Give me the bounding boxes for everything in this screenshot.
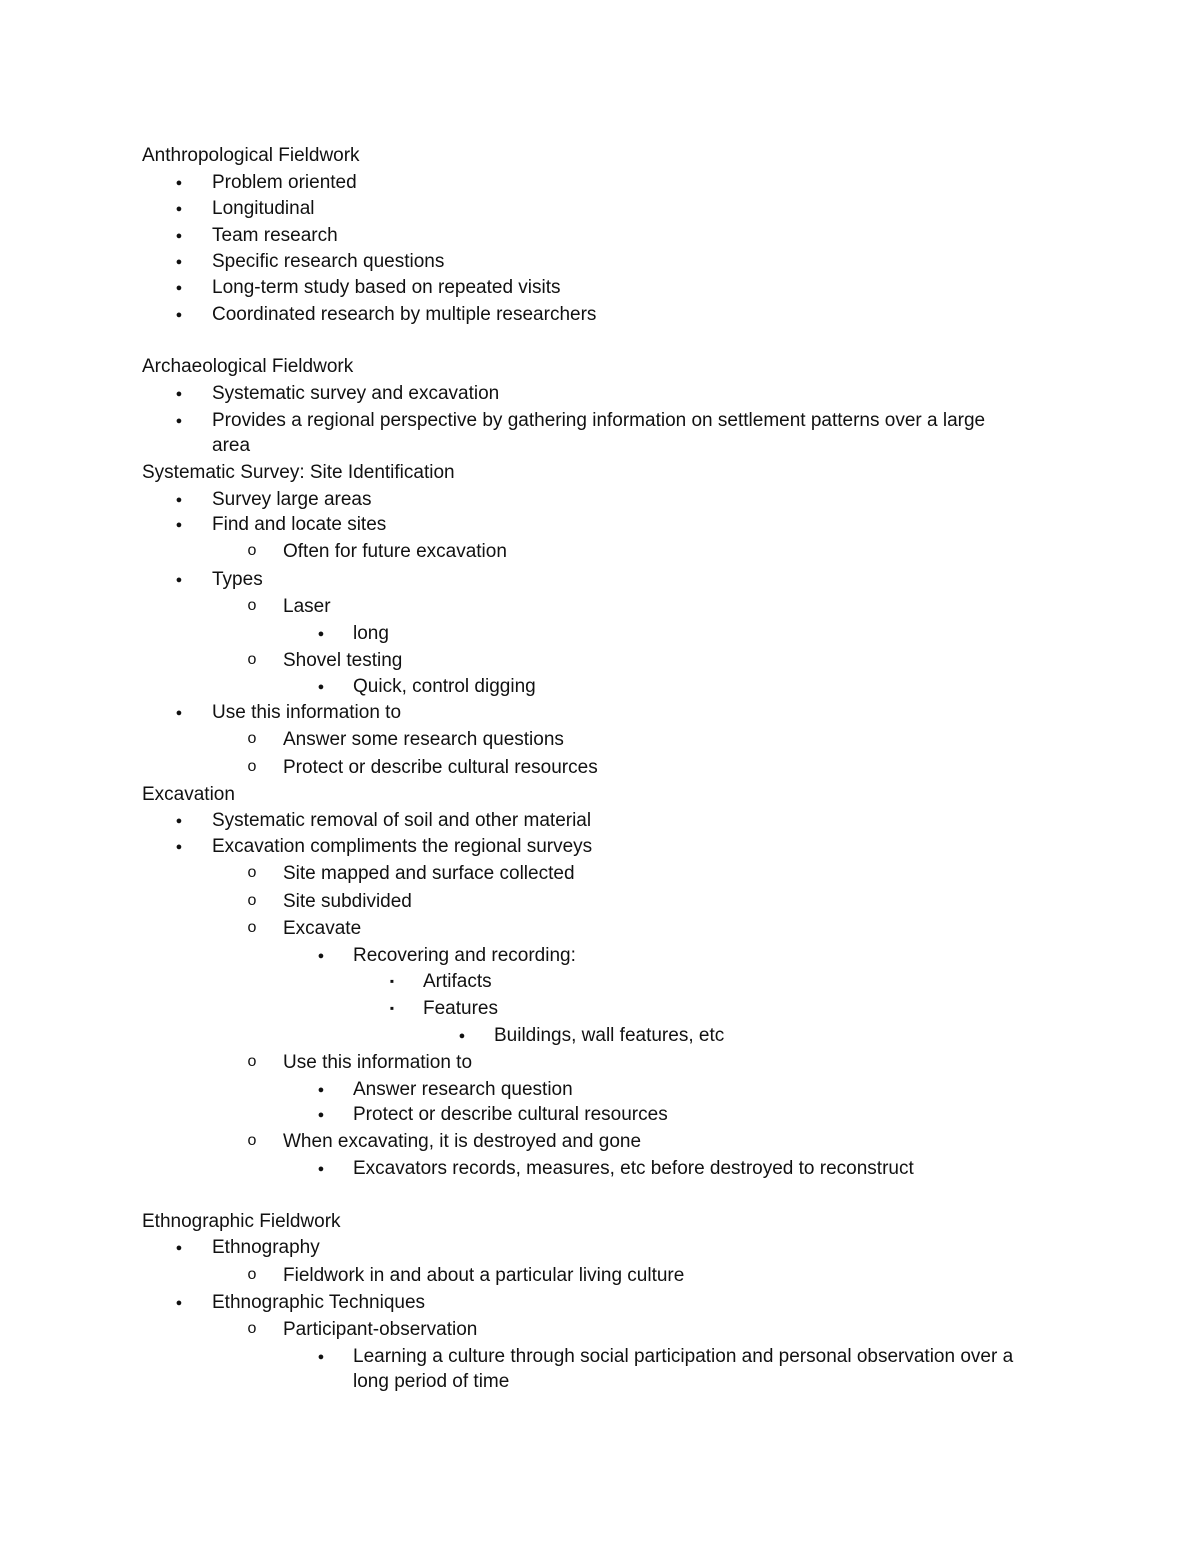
list-item: long <box>353 623 389 644</box>
list-item-continuation: area <box>212 435 251 456</box>
list-item: Quick, control digging <box>353 676 536 697</box>
list-item: Types <box>212 569 263 590</box>
list-item: Answer research question <box>353 1079 573 1100</box>
bullet-circle <box>245 726 259 750</box>
bullet-dot <box>172 1289 186 1313</box>
bullet-circle <box>245 888 259 912</box>
list-item: Team research <box>212 225 338 246</box>
section-heading-ethnographic: Ethnographic Fieldwork <box>142 1211 341 1232</box>
list-item: Fieldwork in and about a particular living culture <box>283 1265 685 1286</box>
bullet-dot <box>172 1234 186 1258</box>
list-item: Learning a culture through social participation and personal observation over a <box>353 1346 1014 1367</box>
bullet-dot <box>172 380 186 404</box>
list-item: Provides a regional perspective by gathering information on settlement patterns over a large <box>212 410 986 431</box>
list-item: When excavating, it is destroyed and gone <box>283 1131 642 1152</box>
list-item: Longitudinal <box>212 198 315 219</box>
bullet-dot <box>172 222 186 246</box>
bullet-circle <box>245 1262 259 1286</box>
section-heading-archaeological: Archaeological Fieldwork <box>142 356 354 377</box>
section-heading-anthropological: Anthropological Fieldwork <box>142 145 360 166</box>
bullet-circle <box>245 593 259 617</box>
bullet-dot <box>314 1343 328 1367</box>
list-item: Recovering and recording: <box>353 945 576 966</box>
bullet-dot <box>314 942 328 966</box>
list-item: Ethnographic Techniques <box>212 1292 426 1313</box>
bullet-dot <box>172 407 186 431</box>
bullet-circle <box>245 1049 259 1073</box>
bullet-dot <box>172 301 186 325</box>
list-item: Systematic removal of soil and other material <box>212 810 592 831</box>
bullet-circle <box>245 915 259 939</box>
bullet-dot <box>314 673 328 697</box>
list-item: Site mapped and surface collected <box>283 863 575 884</box>
bullet-dot <box>172 807 186 831</box>
bullet-dot <box>172 195 186 219</box>
list-item: Find and locate sites <box>212 514 387 535</box>
bullet-dot <box>172 274 186 298</box>
list-item-continuation: long period of time <box>353 1371 510 1392</box>
list-item: Site subdivided <box>283 891 412 912</box>
bullet-square <box>385 968 399 992</box>
list-item: Use this information to <box>212 702 402 723</box>
list-item: Protect or describe cultural resources <box>353 1104 668 1125</box>
section-heading-excavation: Excavation <box>142 784 235 805</box>
bullet-dot <box>314 1076 328 1100</box>
bullet-dot <box>172 486 186 510</box>
list-item: Participant-observation <box>283 1319 478 1340</box>
section-heading-systematic-survey: Systematic Survey: Site Identification <box>142 462 455 483</box>
bullet-dot <box>314 1155 328 1179</box>
list-item: Survey large areas <box>212 489 372 510</box>
list-item: Features <box>423 998 498 1019</box>
list-item: Excavation compliments the regional surveys <box>212 836 593 857</box>
bullet-dot <box>172 511 186 535</box>
bullet-circle <box>245 647 259 671</box>
list-item: Specific research questions <box>212 251 445 272</box>
list-item: Shovel testing <box>283 650 403 671</box>
list-item: Artifacts <box>423 971 492 992</box>
bullet-dot <box>314 620 328 644</box>
list-item: Protect or describe cultural resources <box>283 757 598 778</box>
bullet-dot <box>172 169 186 193</box>
bullet-dot <box>455 1022 469 1046</box>
list-item: Problem oriented <box>212 172 357 193</box>
bullet-circle <box>245 538 259 562</box>
bullet-dot <box>172 699 186 723</box>
bullet-dot <box>172 833 186 857</box>
bullet-circle <box>245 1128 259 1152</box>
list-item: Excavators records, measures, etc before destroyed to reconstruct <box>353 1158 914 1179</box>
list-item: Systematic survey and excavation <box>212 383 500 404</box>
list-item: Excavate <box>283 918 362 939</box>
bullet-dot <box>314 1101 328 1125</box>
list-item: Buildings, wall features, etc <box>494 1025 725 1046</box>
list-item: Use this information to <box>283 1052 473 1073</box>
list-item: Laser <box>283 596 331 617</box>
list-item: Ethnography <box>212 1237 320 1258</box>
bullet-dot <box>172 248 186 272</box>
list-item: Answer some research questions <box>283 729 564 750</box>
bullet-circle <box>245 860 259 884</box>
bullet-dot <box>172 566 186 590</box>
list-item: Often for future excavation <box>283 541 507 562</box>
bullet-circle <box>245 1316 259 1340</box>
list-item: Coordinated research by multiple researchers <box>212 304 597 325</box>
list-item: Long-term study based on repeated visits <box>212 277 561 298</box>
bullet-square <box>385 995 399 1019</box>
bullet-circle <box>245 754 259 778</box>
